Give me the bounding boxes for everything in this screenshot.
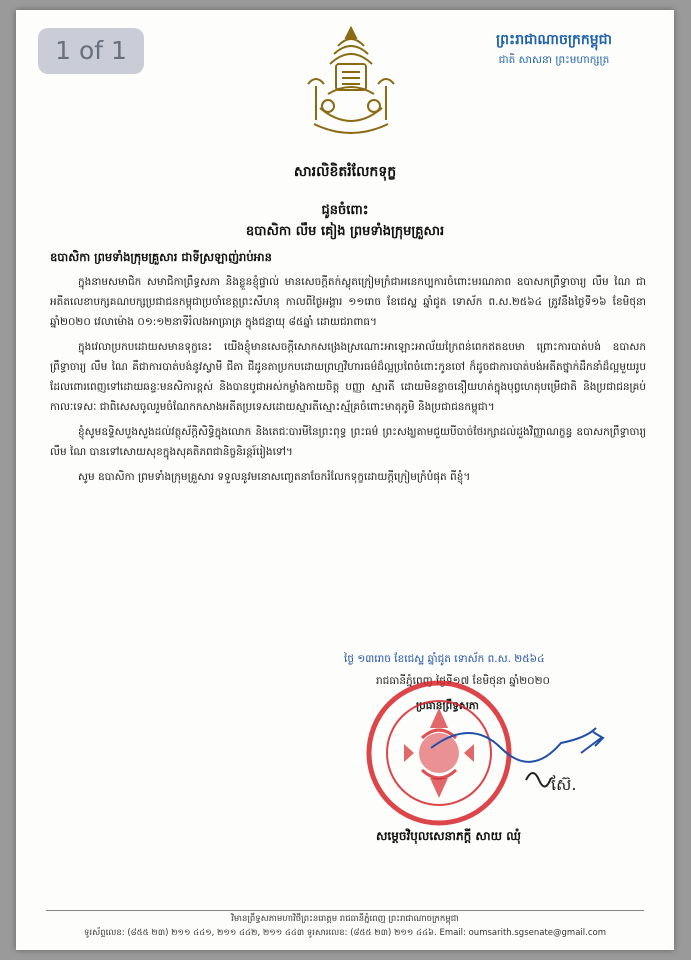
letter-title: សារលិខិតរំលែកទុក្ខ	[293, 164, 397, 180]
paragraph-3: ខ្ញុំសូមឧទ្ទិសបួងសួងដល់វត្ថុស័ក្តិសិទ្ធិក្នុងលោក និងតេជៈបារមីនៃព្រះពុទ្ធ ព្រះធម៌ ព្រះសង្ឃតាមជួយបីបាច់ថែរក្សាដល់ដួងវិញ្ញាណក្ខន្ធ ឧបាសកព្រឹទ្ធាចារ្យ លឹម ណៃ បានទៅសោយសុខក្នុងសុគតិភពជានិច្ចនិរន្តរ៍រៀងទៅ។	[50, 426, 646, 458]
footer-contact: ទូរស័ព្ទលេខ: (៨៥៥ ២៣) ២១១ ៤៤១, ២១១ ៤៤២, ២១១ ៤៤៣ ទូរសារលេខ: (៨៥៥ ២៣) ២១១ ៤៤៦. Email: oumsarith.sgsenate@gmail.com	[84, 928, 606, 938]
signer-name: សម្ដេចវិបុលសេនាភក្ដី សាយ ឈុំ	[376, 829, 521, 843]
salutation: ឧបាសិកា ព្រមទាំងក្រុមគ្រួសារ ជាទីស្រឡាញ់រាប់អាន	[50, 250, 272, 264]
signature-text: ស៊ែ.	[551, 775, 577, 794]
paragraph-4: សូម ឧបាសិកា ព្រមទាំងក្រុមគ្រួសារ ទទួលនូវមនោសញ្ចេតនាចែករំលែកទុក្ខដោយក្ដីក្រៀមក្រំបំផុត ពីខ្ញុំ។	[78, 471, 471, 483]
signature-scribble	[411, 708, 611, 808]
document-page	[16, 10, 674, 950]
solar-date: រាជធានីភ្នំពេញ ថ្ងៃទី១៧ ខែមិថុនា ឆ្នាំ២០២០	[376, 675, 550, 687]
footer-address: វិមានព្រឹទ្ធសភាមហាវិថីព្រះនរោត្តម រាជធានីភ្នំពេញ ព្រះរាជាណាចក្រកម្ពុជា	[231, 914, 459, 924]
kingdom-name: ព្រះរាជាណាចក្រកម្ពុជា	[495, 32, 612, 48]
footer-divider	[46, 910, 644, 911]
page-counter: 1 of 1	[38, 28, 144, 74]
royal-emblem-icon	[298, 24, 404, 144]
recipient-name: ឧបាសិកា លឹម គៀង ព្រមទាំងក្រុមគ្រួសារ	[245, 224, 445, 239]
paragraph-2: ក្នុងវេលាប្រកបដោយសមានទុក្ខនេះ យើងខ្ញុំមានសេចក្ដីសោកសង្រេងស្រណោះអាឡោះអាល័យក្រៃពន់ពេកឥតឧបមា ព្រោះការបាត់បង់ ឧបាសកព្រឹទ្ធាចារ្យ លឹម ណៃ គឺជាការបាត់បង់នូវស្វាមី ជីតា ជីដូនតាប្រកបដោយព្រហ្មវិហារធម៌ដ៏ល្អប្រពៃចំពោះកូនចៅ ក៏ដូចជាការបាត់បង់អតីតថ្នាក់ដឹកនាំដ៏ល្អមួយរូប ដែលពោរពេញទៅដោយឆន្ទៈមនសិការខ្ពស់ និងបានបូជាអស់កម្លាំងកាយចិត្ត បញ្ញា ស្មារតី ដោយមិនខ្លាចនឿយហត់ក្នុងបុព្វហេតុបម្រើជាតិ និងប្រជាជនគ្រប់កាលៈទេសៈ ជាពិសេសចូលរួមចំណែកកសាងអតីតប្រទេសដោយស្មារតីស្មោះស្ម័គ្រចំពោះមាតុភូមិ និងប្រជាជនកម្ពុជា។	[50, 341, 646, 413]
kingdom-header	[454, 30, 654, 69]
letter-body	[50, 272, 646, 492]
lunar-date: ថ្ងៃ ១៣រោច ខែជេស្ឋ ឆ្នាំជូត ទោស័ក ព.ស. ២៥៦៤	[344, 653, 545, 665]
paragraph-1: ក្នុងនាមសមាជិក សមាជិកាព្រឹទ្ធសភា និងខ្លួនខ្ញុំផ្ទាល់ មានសេចក្ដីតក់ស្លុតក្រៀមក្រំជាអនេកប្បការចំពោះមរណភាព ឧបាសកព្រឹទ្ធាចារ្យ លឹម ណៃ ជាអតីតលេខាបក្សគណបក្សប្រជាជនកម្ពុជាប្រចាំខេត្តព្រះសីហនុ កាលពីថ្ងៃអង្គារ ១១រោច ខែជេស្ឋ ឆ្នាំជូត ទោស័ក ព.ស.២៥៦៤ ត្រូវនឹងថ្ងៃទី១៦ ខែមិថុនា ឆ្នាំ២០២០ វេលាម៉ោង ០១:១២នាទីរំលងអាធ្រាត្រ ក្នុងជន្មាយុ ៨៥ឆ្នាំ ដោយជរាពាធ។	[50, 276, 646, 328]
kingdom-motto: ជាតិ សាសនា ព្រះមហាក្សត្រ	[498, 54, 610, 66]
signer-office: ប្រធានព្រឹទ្ធសភា	[416, 700, 479, 712]
addressed-to: ជូនចំពោះ	[321, 203, 369, 218]
